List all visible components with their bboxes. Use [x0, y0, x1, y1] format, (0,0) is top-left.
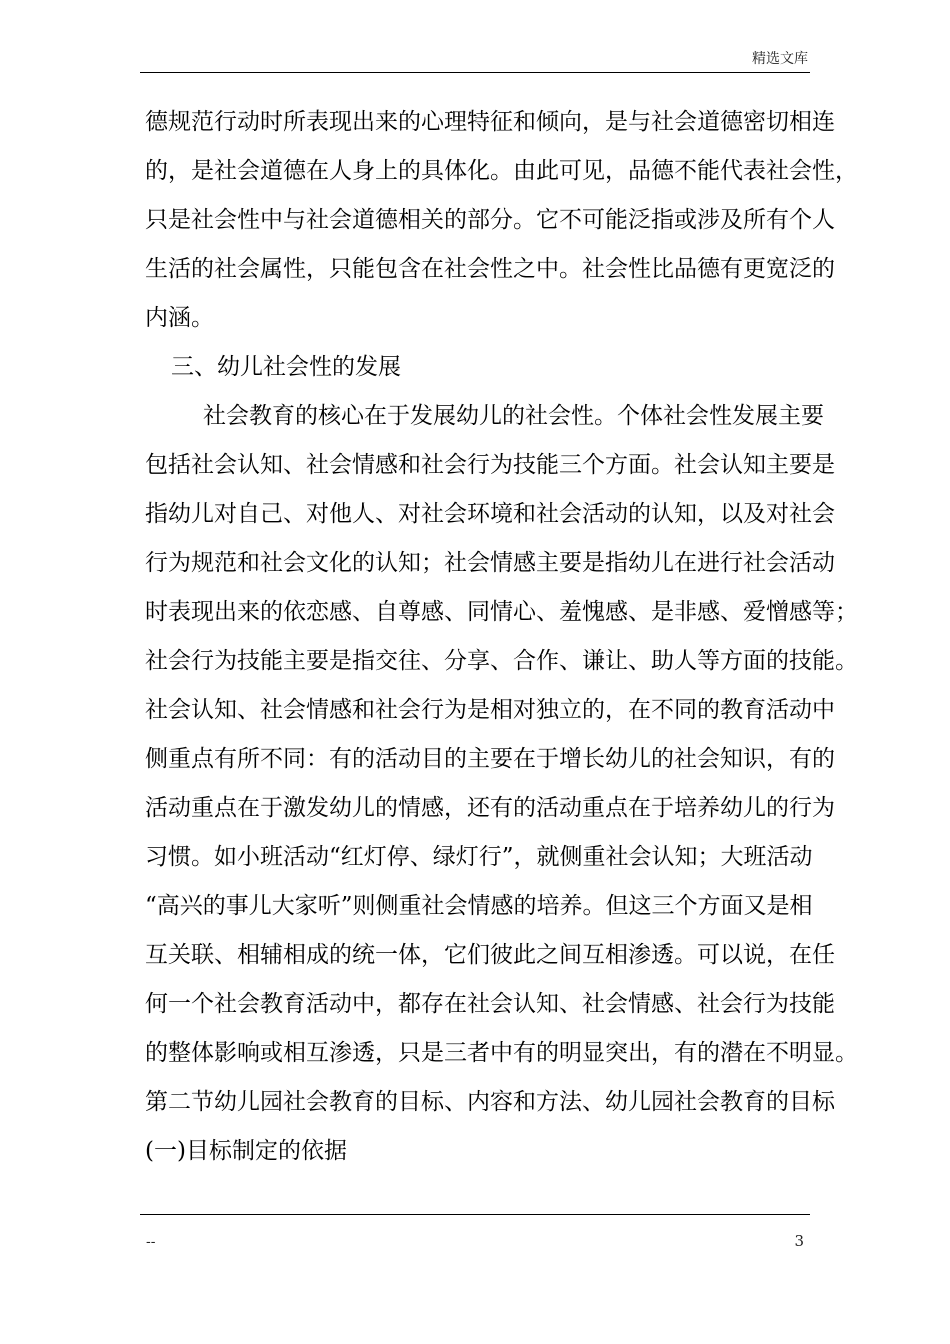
text-line: 的整体影响或相互渗透，只是三者中有的明显突出，有的潜在不明显。 — [145, 1040, 858, 1066]
page-number: 3 — [794, 1232, 804, 1250]
text-line: 何一个社会教育活动中，都存在社会认知、社会情感、社会行为技能 — [145, 991, 835, 1017]
header-label: 精选文库 — [752, 51, 808, 67]
text-line: 互关联、相辅相成的统一体，它们彼此之间互相渗透。可以说，在任 — [145, 942, 835, 968]
text-line: 的，是社会道德在人身上的具体化。由此可见，品德不能代表社会性， — [145, 158, 858, 184]
text-line: 社会认知、社会情感和社会行为是相对独立的，在不同的教育活动中 — [145, 697, 835, 723]
text-line: “高兴的事儿大家听”则侧重社会情感的培养。但这三个方面又是相 — [145, 893, 813, 919]
text-line: 德规范行动时所表现出来的心理特征和倾向，是与社会道德密切相连 — [145, 109, 835, 135]
text-line: 时表现出来的依恋感、自尊感、同情心、羞愧感、是非感、爱憎感等； — [145, 599, 858, 625]
text-line: 侧重点有所不同：有的活动目的主要在于增长幼儿的社会知识，有的 — [145, 746, 835, 772]
footer-divider — [140, 1214, 810, 1215]
section-heading: 三、幼儿社会性的发展 — [171, 354, 401, 380]
paragraph-first-line: 社会教育的核心在于发展幼儿的社会性。个体社会性发展主要 — [203, 403, 824, 429]
text-line: 生活的社会属性，只能包含在社会性之中。社会性比品德有更宽泛的 — [145, 256, 835, 282]
page-body — [145, 98, 858, 1176]
text-line: 活动重点在于激发幼儿的情感，还有的活动重点在于培养幼儿的行为 — [145, 795, 835, 821]
text-line: 社会行为技能主要是指交往、分享、合作、谦让、助人等方面的技能。 — [145, 648, 858, 674]
footer-mark: -- — [146, 1234, 156, 1250]
header-divider — [140, 72, 810, 73]
text-line: 包括社会认知、社会情感和社会行为技能三个方面。社会认知主要是 — [145, 452, 835, 478]
subsection-heading: (一)目标制定的依据 — [145, 1138, 347, 1164]
text-line: 行为规范和社会文化的认知；社会情感主要是指幼儿在进行社会活动 — [145, 550, 835, 576]
text-line: 习惯。如小班活动“红灯停、绿灯行”，就侧重社会认知；大班活动 — [145, 844, 813, 870]
text-line: 只是社会性中与社会道德相关的部分。它不可能泛指或涉及所有个人 — [145, 207, 835, 233]
text-line: 指幼儿对自己、对他人、对社会环境和社会活动的认知，以及对社会 — [145, 501, 835, 527]
text-line: 内涵。 — [145, 305, 214, 331]
section-heading: 第二节幼儿园社会教育的目标、内容和方法、幼儿园社会教育的目标 — [145, 1089, 835, 1115]
